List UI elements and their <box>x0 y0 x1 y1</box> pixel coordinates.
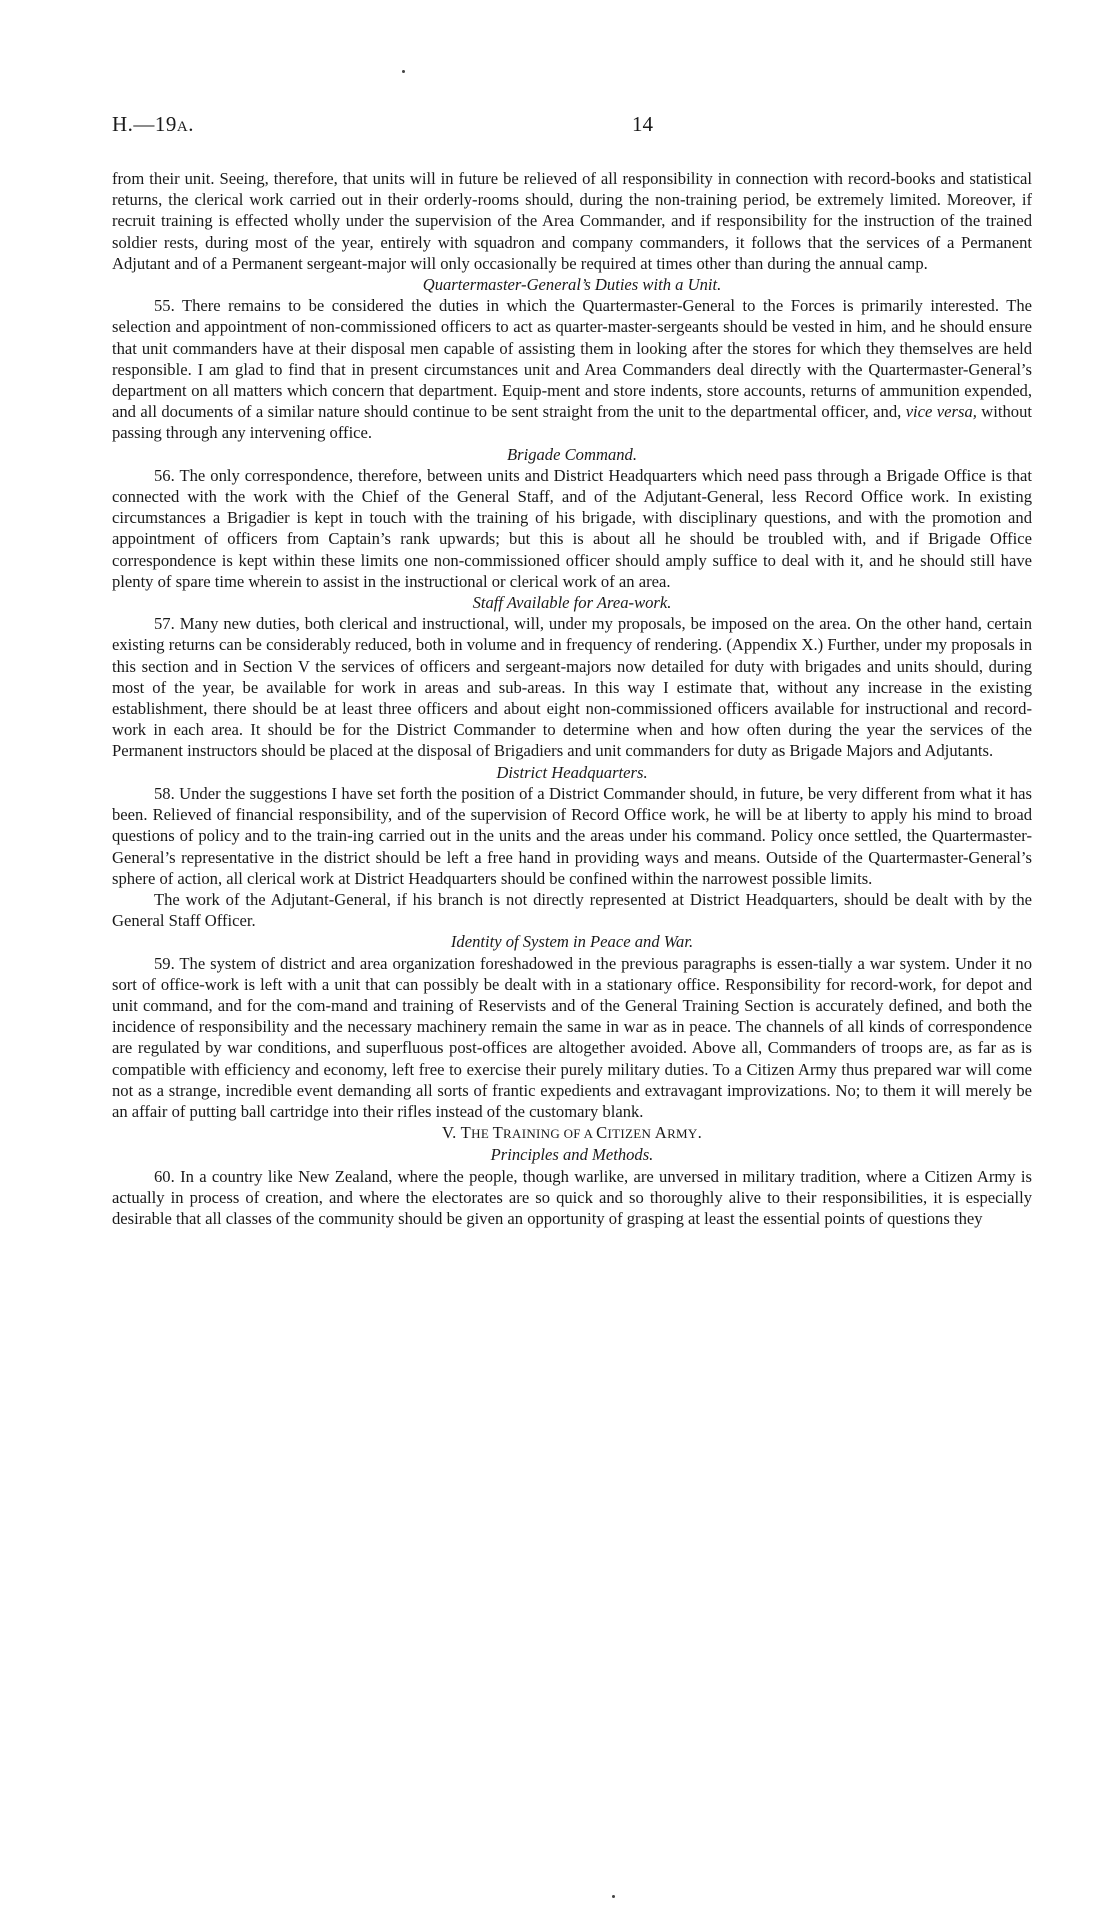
heading-staff-available: Staff Available for Area-work. <box>472 593 672 613</box>
section-title-part: . <box>697 1123 703 1143</box>
paragraph-55-end: without passing through any intervening office. <box>112 402 1032 443</box>
paragraph-55-text: 55. There remains to be considered the duties in which the Quartermaster-General to the Forces is primarily interested. The selection and appointment of non-commissioned officers to act as quarter-master-sergeants should be vested in him, and he should ensure that unit commanders have at their disposal men capable of assisting them in looking after the stores for which they themselves are held responsible. I am glad to find that in present circumstances unit and Area Commanders deal directly with the Quartermaster-General’s department on all matters which concern that department. Equip-ment and store indents, store accounts, returns of ammunition expended, and all documents of a similar nature should continue to be sent straight from the unit to the departmental officer, and, <box>112 296 1032 422</box>
document-code <box>112 112 194 137</box>
section-title-part: V. T <box>441 1123 472 1143</box>
heading-identity-of-system: Identity of System in Peace and War. <box>450 932 694 952</box>
paragraph-59: 59. The system of district and area organization foreshadowed in the previous paragraphs is essen-tially a war system. Under it no sort of office-work is left with a unit that can possibly be dealt with in a stationary office. Responsibility for record-work, for depot and unit command, and for the com-mand and training of Reservists and of the General Training Section is accurately defined, and both the incidence of responsibility and the necessary machinery remain the same in war as in peace. The channels of all kinds of correspondence are regulated by war conditions, and superfluous post-offices are altogether avoided. Above all, Commanders of troops are, as far as is compatible with efficiency and economy, left free to exercise their purely military duties. To a Citizen Army thus prepared war will come not as a strange, incredible event demanding all sorts of frantic expedients and extravagant improvizations. No; to them it will merely be an affair of putting ball cartridge into their rifles instead of the customary blank. <box>112 953 1032 1121</box>
page-body <box>112 168 1032 1229</box>
speck-mark <box>402 70 405 73</box>
heading-quartermaster-general-duties: Quartermaster-General’s Duties with a Unit. <box>422 275 722 295</box>
speck-mark <box>612 1895 615 1898</box>
heading-district-headquarters: District Headquarters. <box>496 762 648 782</box>
section-title-part: A <box>654 1123 668 1143</box>
heading-brigade-command: Brigade Command. <box>507 444 637 464</box>
section-title-part: RMY <box>667 1126 698 1142</box>
section-title-part: ITIZEN <box>607 1126 655 1142</box>
document-code-prefix: H.—19 <box>112 112 177 136</box>
section-title-part: HE <box>471 1126 493 1142</box>
paragraph-57: 57. Many new duties, both clerical and instructional, will, under my proposals, be imposed on the area. On the other hand, certain existing returns can be considerably reduced, both in volume and in frequency of rendering. (Appendix X.) Further, under my proposals in this section and in Section V the services of officers and sergeant-majors now detailed for duty with brigades and units should, during most of the year, be available for work in areas and sub-areas. In this way I estimate that, without any increase in the existing establishment, there should be at least three officers and about eight non-commissioned officers available for instructional and record-work in each area. It should be for the District Commander to determine when and how often during the year the services of the Permanent instructors should be placed at the disposal of Brigadiers and unit commanders for duty as Brigade Majors and Adjutants. <box>112 614 1032 761</box>
heading-principles-and-methods: Principles and Methods. <box>490 1145 654 1165</box>
section-title-part: C <box>596 1123 608 1143</box>
paragraph-55 <box>112 295 1032 443</box>
paragraph-58: 58. Under the suggestions I have set forth the position of a District Commander should, in future, be very different from what it has been. Relieved of financial responsibility, and of the supervision of Record Office work, he will be at liberty to apply his mind to broad questions of policy and to the train-ing carried out in the units and the areas under his command. Policy once settled, the Quartermaster-General’s representative in the district should be left a free hand in providing ways and means. Outside of the Quartermaster-General’s sphere of action, all clerical work at District Headquarters should be confined within the narrowest possible limits. <box>112 783 1032 888</box>
document-code-period: . <box>188 112 195 136</box>
paragraph-56: 56. The only correspondence, therefore, between units and District Headquarters which need pass through a Brigade Office is that connected with the work with the Chief of the General Staff, and of the Adjutant-General, less Record Office work. In existing circumstances a Brigadier is kept in touch with the training of his brigade, with disciplinary questions, and with the promotion and appointment of officers from Captain’s rank upwards; but this is about all he should be troubled with, and if Brigade Office correspondence is kept within these limits one non-commissioned officer should amply suffice to deal with it, and he should still have plenty of spare time wherein to assist in the instructional or clerical work of an area. <box>112 465 1032 591</box>
paragraph-60: 60. In a country like New Zealand, where the people, though warlike, are unversed in military tradition, where a Citizen Army is actually in process of creation, and where the electorates are so quick and so thoroughly alive to their responsibilities, it is especially desirable that all classes of the community should be given an opportunity of grasping at least the essential points of questions they <box>112 1166 1032 1228</box>
section-v-title <box>112 1122 1032 1144</box>
paragraph-58-continued: The work of the Adjutant-General, if his branch is not directly represented at District Headquarters, should be dealt with by the General Staff Officer. <box>112 889 1032 931</box>
section-title-part: RAINING OF A <box>503 1126 597 1142</box>
page-number: 14 <box>632 112 653 136</box>
paragraph-intro: from their unit. Seeing, therefore, that units will in future be relieved of all responsibility in connection with record-books and statistical returns, the clerical work carried out in their orderly-rooms should, during the non-training period, be extremely limited. Moreover, if recruit training is effected wholly under the supervision of the Area Commander, and if responsibility for the instruction of the trained soldier rests, during most of the year, entirely with squadron and company commanders, it follows that the services of a Permanent Adjutant and of a Permanent sergeant-major will only occasionally be required at times other than during the annual camp. <box>112 169 1032 273</box>
paragraph-55-italic: vice versa, <box>905 402 977 422</box>
section-title-part: T <box>492 1123 504 1143</box>
page-header <box>112 112 1032 142</box>
document-code-suffix: A <box>176 119 189 135</box>
